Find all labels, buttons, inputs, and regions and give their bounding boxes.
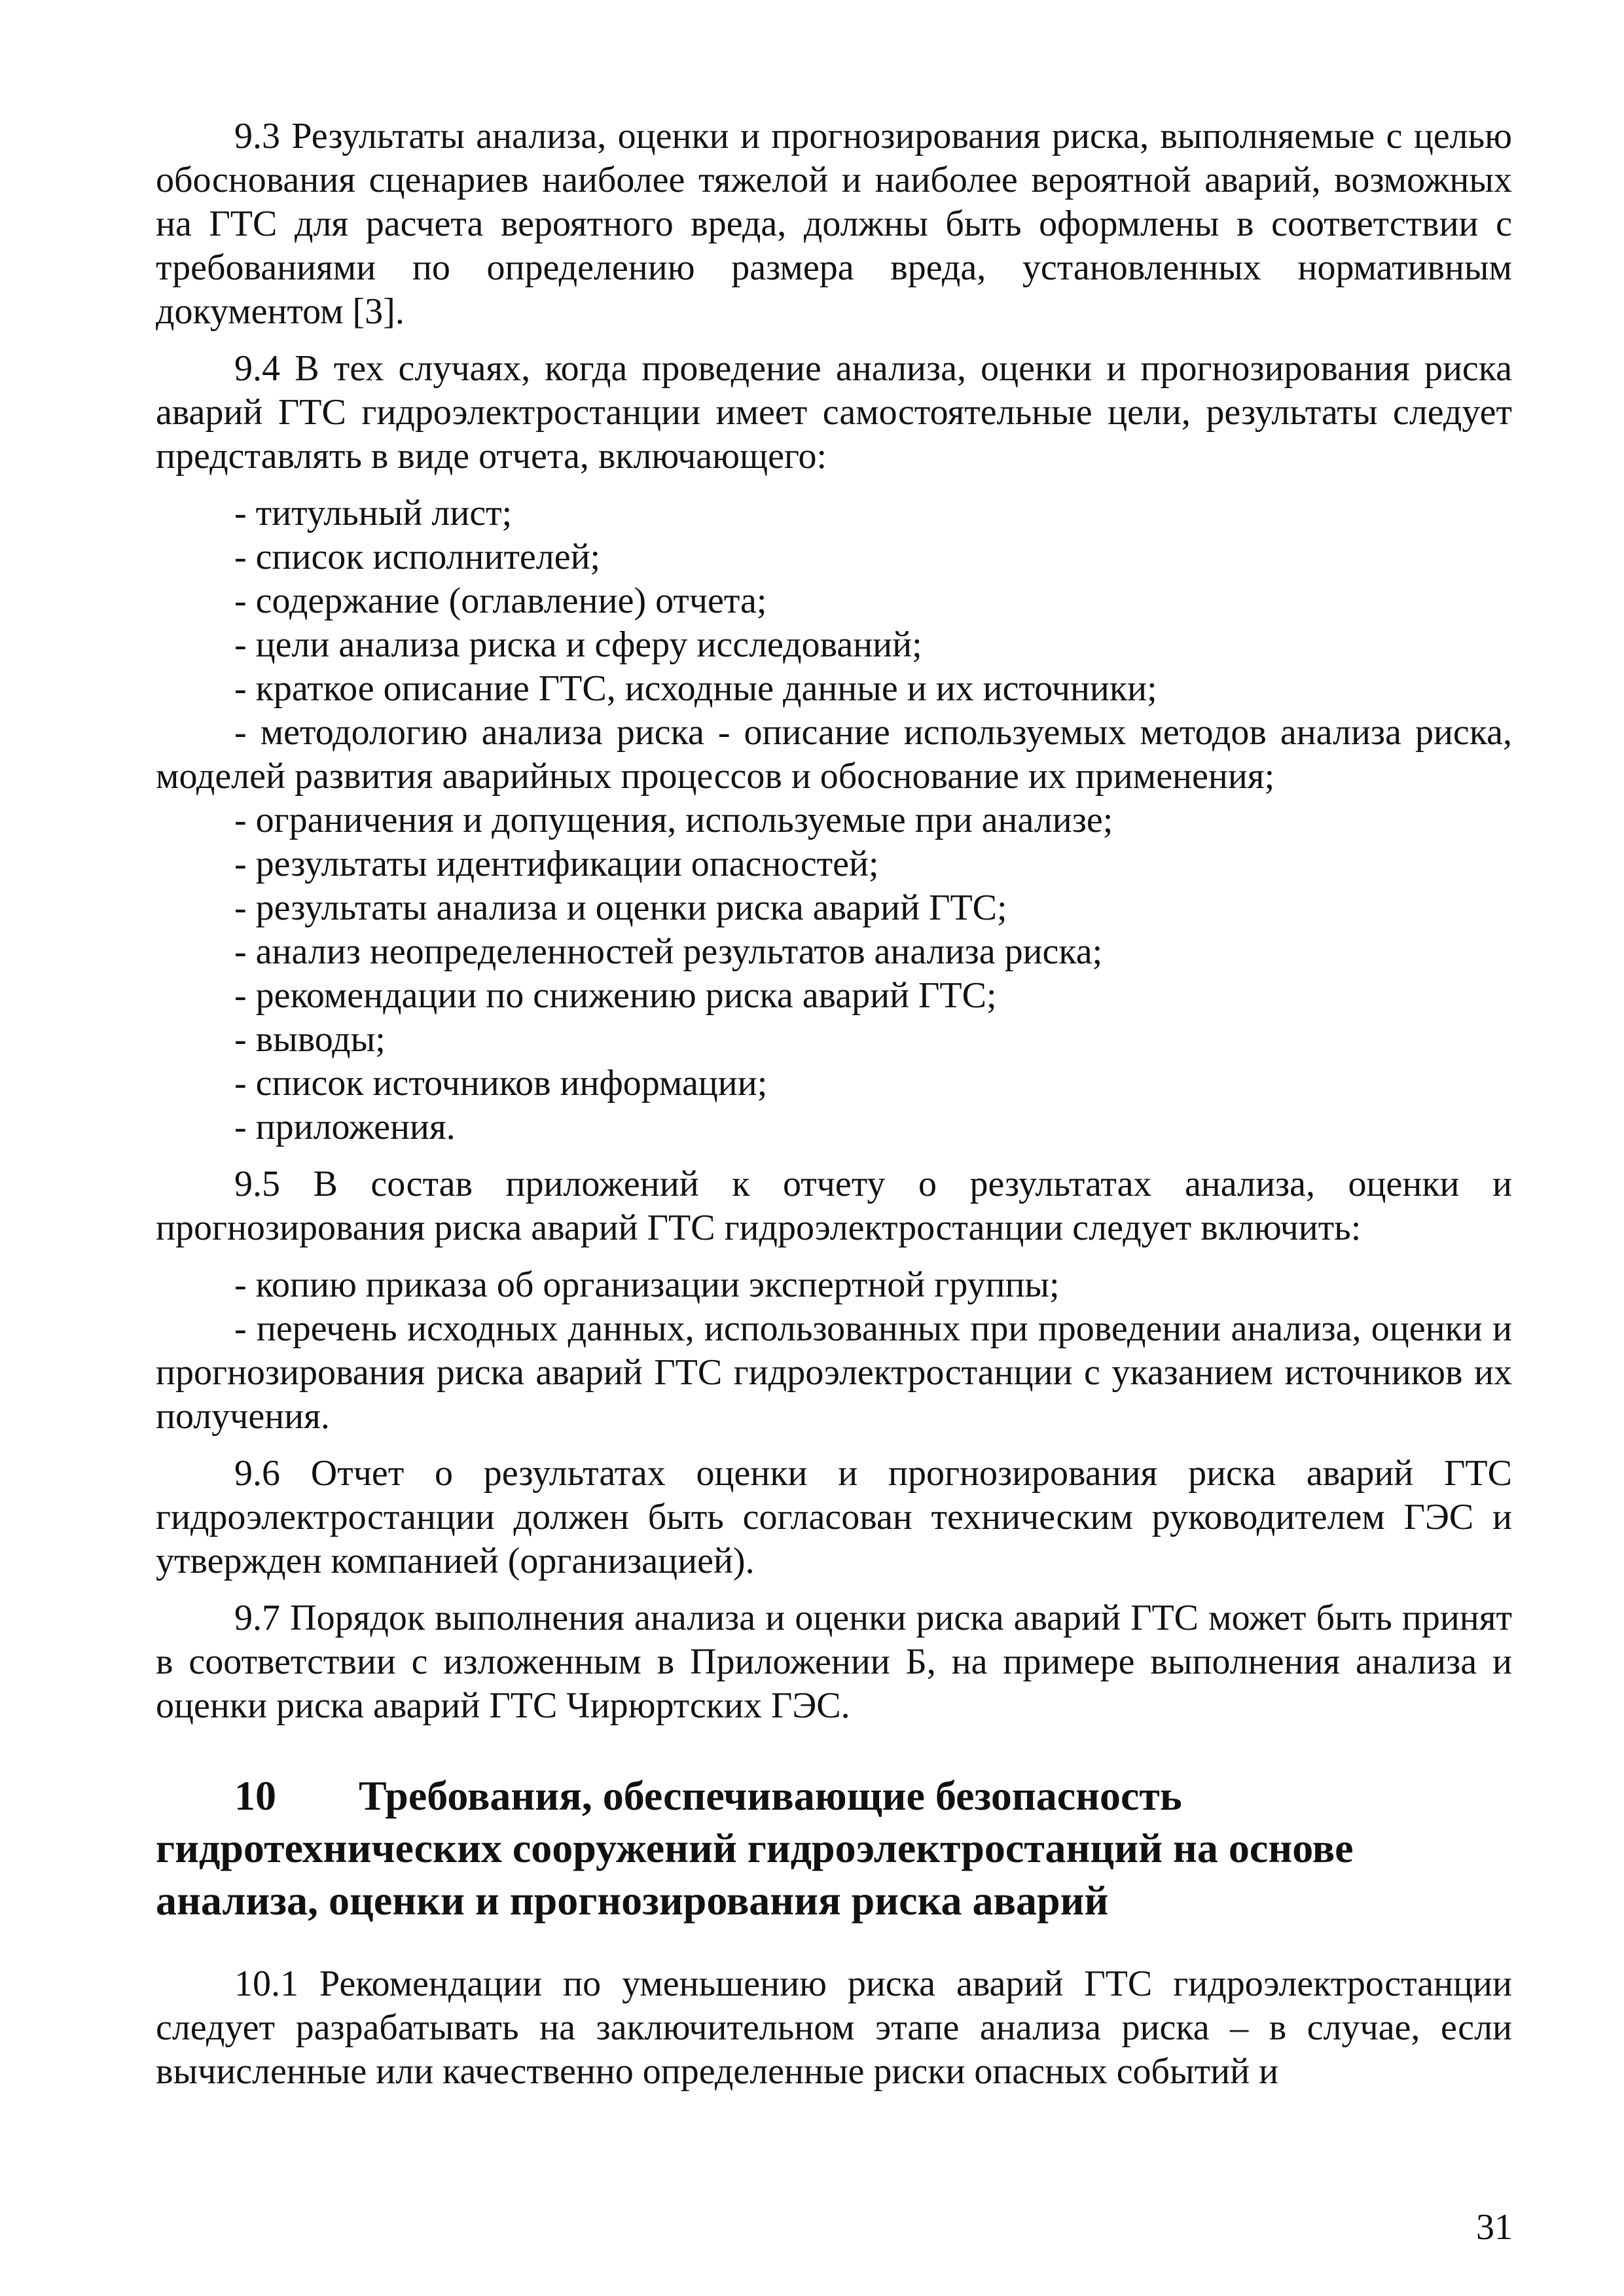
section-heading-10 — [156, 1770, 1512, 1927]
list-item: - перечень исходных данных, использованных при проведении анализа, оценки и прогнозирования риска аварий ГТС гидроэлектростанции с указанием источников их получения. — [156, 1308, 1512, 1437]
list-item: - приложения. — [234, 1107, 456, 1147]
section-number: 10 — [234, 1772, 276, 1819]
list-item: - цели анализа риска и сферу исследований; — [234, 624, 922, 665]
paragraph-9-4: 9.4 В тех случаях, когда проведение анализа, оценки и прогнозирования риска аварий ГТС гидроэлектростанции имеет самостоятельные цели, результаты следует представлять в виде отчета, включающего: — [156, 348, 1512, 476]
list-item: - список источников информации; — [234, 1063, 768, 1103]
list-item: - титульный лист; — [234, 493, 513, 533]
list-item: - анализ неопределенностей результатов анализа риска; — [234, 931, 1103, 972]
report-contents-list — [156, 492, 1512, 1149]
appendix-contents-list — [156, 1263, 1512, 1439]
list-item: - методологию анализа риска - описание используемых методов анализа риска, моделей развития аварийных процессов и обоснование их применения; — [156, 712, 1512, 797]
paragraph-9-3: 9.3 Результаты анализа, оценки и прогнозирования риска, выполняемые с целью обоснования сценариев наиболее тяжелой и наиболее вероятной аварий, возможных на ГТС для расчета вероятного вреда, должны быть оформлены в соответствии с требованиями по определению размера вреда, установленных нормативным документом [3]. — [156, 116, 1512, 332]
paragraph-9-6: 9.6 Отчет о результатах оценки и прогнозирования риска аварий ГТС гидроэлектростанции должен быть согласован техническим руководителем ГЭС и утвержден компанией (организацией). — [156, 1453, 1512, 1581]
section-title: Требования, обеспечивающие безопасность гидротехнических сооружений гидроэлектростанций на основе анализа, оценки и прогнозирования риска аварий — [156, 1772, 1354, 1924]
list-item: - список исполнителей; — [234, 537, 601, 577]
list-item: - содержание (оглавление) отчета; — [234, 581, 767, 621]
paragraph-10-1: 10.1 Рекомендации по уменьшению риска аварий ГТС гидроэлектростанции следует разрабатывать на заключительном этапе анализа риска – в случае, если вычисленные или качественно определенные риски опасных событий и — [156, 1964, 1512, 2092]
list-item: - краткое описание ГТС, исходные данные и их источники; — [234, 668, 1157, 709]
paragraph-9-5: 9.5 В состав приложений к отчету о результатах анализа, оценки и прогнозирования риска аварий ГТС гидроэлектростанции следует включить: — [156, 1164, 1512, 1248]
list-item: - результаты анализа и оценки риска аварий ГТС; — [234, 888, 1007, 928]
document-page — [156, 115, 1512, 2107]
list-item: - результаты идентификации опасностей; — [234, 844, 879, 884]
page-number: 31 — [1476, 2207, 1513, 2248]
paragraph-9-7: 9.7 Порядок выполнения анализа и оценки риска аварий ГТС может быть принят в соответствии с изложенным в Приложении Б, на примере выполнения анализа и оценки риска аварий ГТС Чирюртских ГЭС. — [156, 1598, 1512, 1726]
list-item: - копию приказа об организации экспертной группы; — [234, 1265, 1060, 1305]
list-item: - выводы; — [234, 1019, 386, 1060]
list-item: - рекомендации по снижению риска аварий ГТС; — [234, 975, 997, 1016]
list-item: - ограничения и допущения, используемые при анализе; — [234, 800, 1113, 840]
